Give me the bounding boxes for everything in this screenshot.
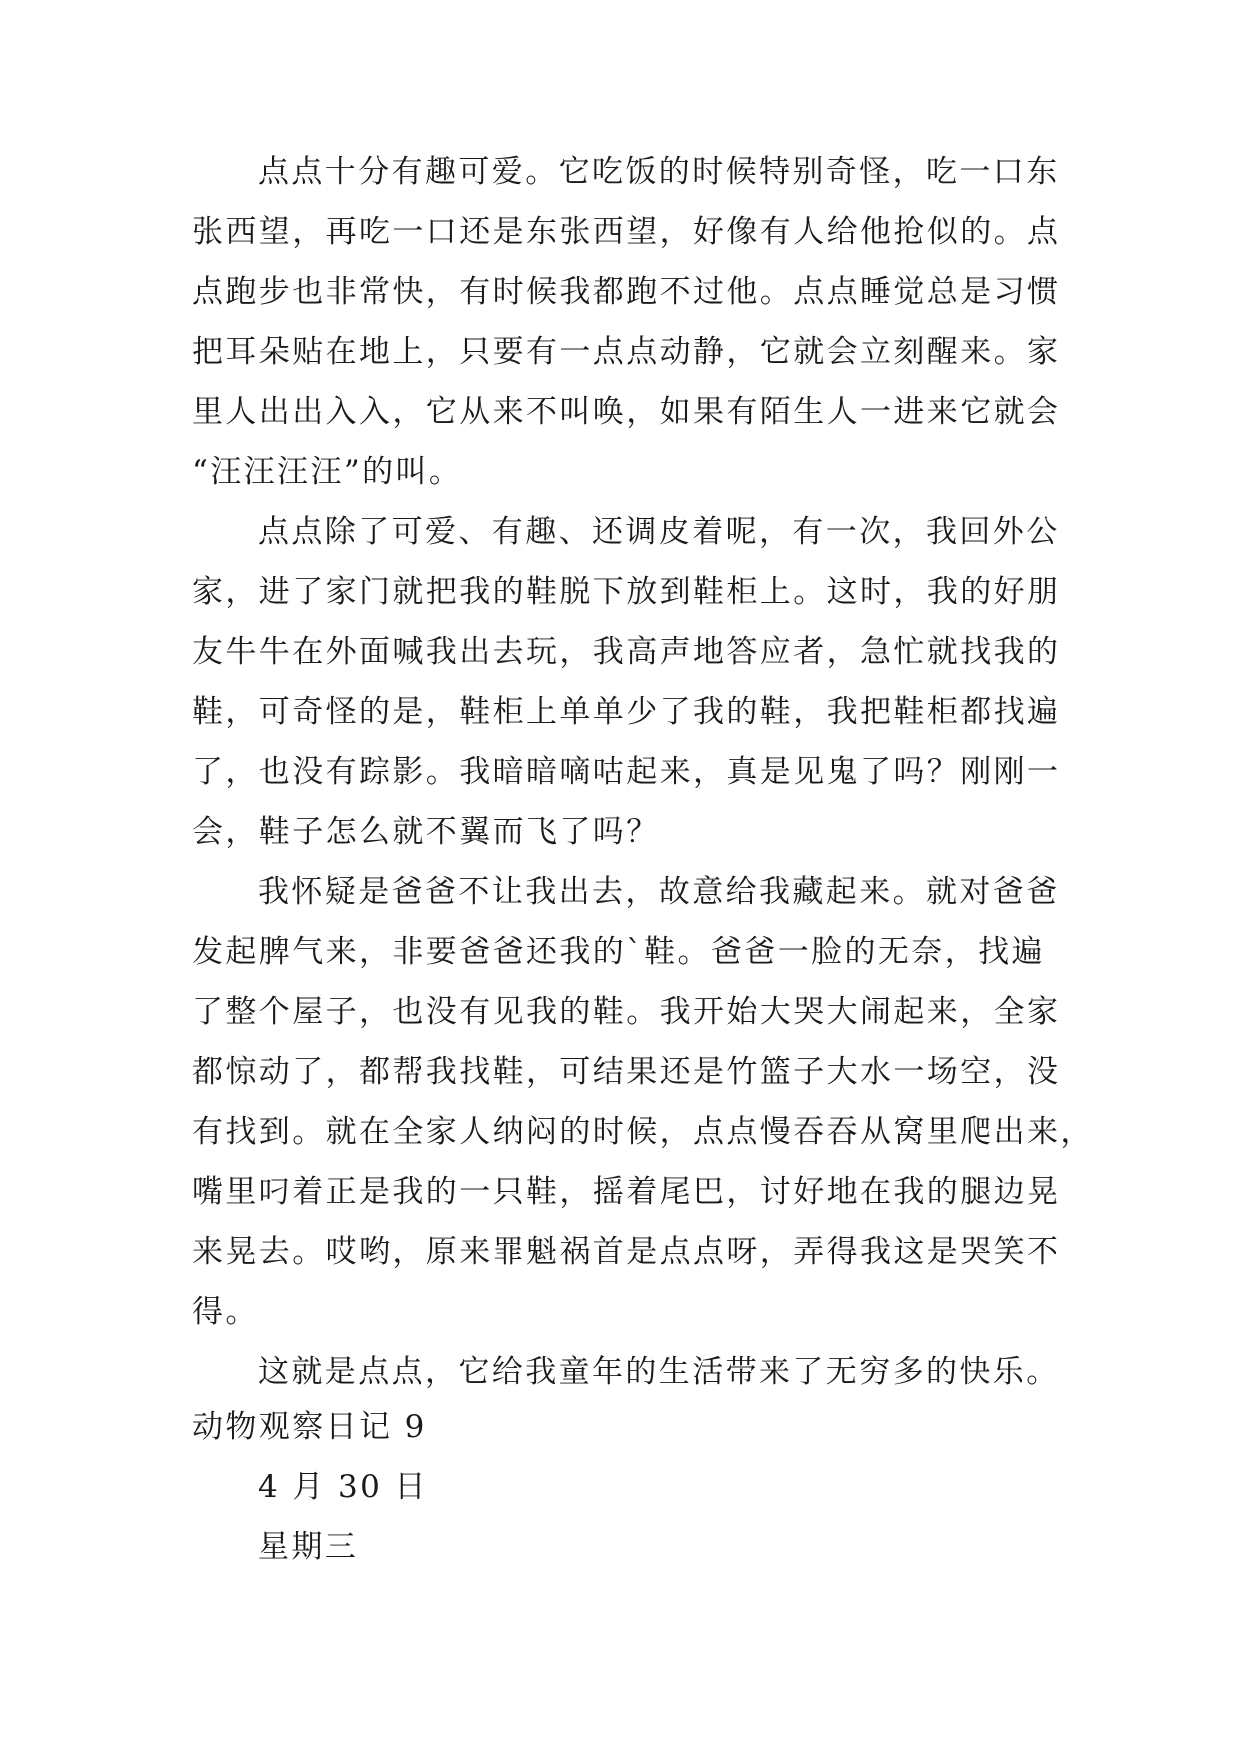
text-line: 发起脾气来，非要爸爸还我的`鞋。爸爸一脸的无奈，找遍	[192, 934, 1045, 970]
section-heading: 动物观察日记 9	[192, 1409, 427, 1445]
text-line: 我怀疑是爸爸不让我出去，故意给我藏起来。就对爸爸	[258, 874, 1060, 910]
text-line: 都惊动了，都帮我找鞋，可结果还是竹篮子大水一场空，没	[192, 1054, 1061, 1090]
text-line: “汪汪汪汪”的叫。	[192, 454, 463, 490]
text-line: 张西望，再吃一口还是东张西望，好像有人给他抢似的。点	[192, 214, 1061, 250]
diary-weekday: 星期三	[258, 1529, 359, 1565]
text-line: 来晃去。哎哟，原来罪魁祸首是点点呀，弄得我这是哭笑不	[192, 1234, 1061, 1270]
text-line: 鞋，可奇怪的是，鞋柜上单单少了我的鞋，我把鞋柜都找遍	[192, 694, 1061, 730]
text-line: 有找到。就在全家人纳闷的时候，点点慢吞吞从窝里爬出来，	[192, 1114, 1094, 1150]
text-line: 家，进了家门就把我的鞋脱下放到鞋柜上。这时，我的好朋	[192, 574, 1061, 610]
text-line: 点点除了可爱、有趣、还调皮着呢，有一次，我回外公	[258, 514, 1060, 550]
text-line: 友牛牛在外面喊我出去玩，我高声地答应者，急忙就找我的	[192, 634, 1061, 670]
text-line: 了，也没有踪影。我暗暗嘀咕起来，真是见鬼了吗？刚刚一	[192, 754, 1061, 790]
text-line: 嘴里叼着正是我的一只鞋，摇着尾巴，讨好地在我的腿边晃	[192, 1174, 1061, 1210]
text-line: 得。	[192, 1294, 259, 1330]
text-line: 点跑步也非常快，有时候我都跑不过他。点点睡觉总是习惯	[192, 274, 1061, 310]
diary-date: 4 月 30 日	[258, 1469, 428, 1505]
text-line: 里人出出入入，它从来不叫唤，如果有陌生人一进来它就会	[192, 394, 1061, 430]
text-line: 把耳朵贴在地上，只要有一点点动静，它就会立刻醒来。家	[192, 334, 1061, 370]
text-line: 了整个屋子，也没有见我的鞋。我开始大哭大闹起来，全家	[192, 994, 1061, 1030]
text-line: 会，鞋子怎么就不翼而飞了吗？	[192, 814, 660, 850]
text-line: 点点十分有趣可爱。它吃饭的时候特别奇怪，吃一口东	[258, 154, 1060, 190]
text-line: 这就是点点，它给我童年的生活带来了无穷多的快乐。	[258, 1354, 1060, 1390]
